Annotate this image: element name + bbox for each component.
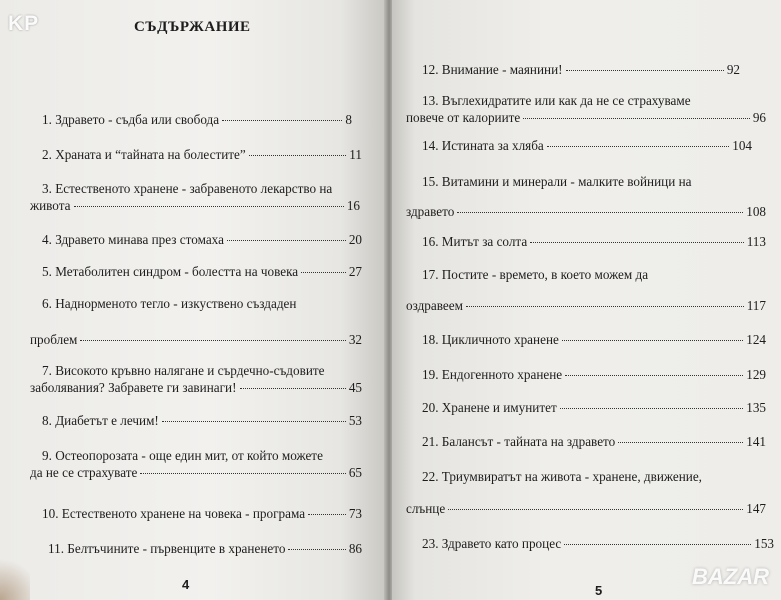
dot-leader — [457, 212, 743, 213]
toc-entry-label: 20. Хранене и имунитет — [422, 400, 557, 415]
toc-page-number: 20 — [348, 232, 362, 247]
dot-leader — [560, 408, 744, 409]
toc-entry-label: 17. Постите - времето, в което можем да — [422, 267, 649, 282]
toc-page-number: 147 — [746, 501, 766, 516]
toc-page-number: 65 — [348, 465, 362, 480]
toc-entry-9 — [42, 448, 362, 464]
dot-leader — [227, 240, 346, 241]
toc-entry-label-continued: да не се страхувате — [30, 465, 138, 480]
toc-page-number: 92 — [726, 62, 740, 77]
toc-page-number: 104 — [732, 138, 752, 153]
page-number-right: 5 — [595, 583, 603, 598]
kp-watermark-logo: KP — [8, 12, 40, 35]
toc-entry-2 — [42, 147, 362, 163]
toc-page-number: 129 — [746, 367, 766, 382]
toc-entry-label: 22. Триумвиратът на живота - хранене, движение, — [422, 469, 702, 484]
toc-entry-22 — [422, 469, 772, 485]
dot-leader — [564, 544, 751, 545]
toc-page-number: 86 — [348, 541, 362, 556]
toc-entry-15 — [422, 174, 762, 190]
toc-entry-18 — [422, 332, 766, 348]
toc-entry-22-line2 — [406, 501, 766, 517]
toc-entry-label: 5. Метаболитен синдром - болестта на човека — [42, 264, 299, 279]
toc-entry-label: 23. Здравето като процес — [422, 536, 562, 551]
dot-leader — [530, 242, 744, 243]
dot-leader — [162, 421, 346, 422]
toc-entry-6-line2 — [30, 332, 362, 348]
toc-page-number: 135 — [746, 400, 766, 415]
toc-entry-10 — [42, 506, 362, 522]
toc-entry-6 — [42, 296, 362, 312]
toc-page-number: 53 — [348, 413, 362, 428]
toc-entry-label: 11. Белтъчините - първенците в храненето — [48, 541, 286, 556]
toc-entry-label-continued: заболявания? Забравете ги завинаги! — [30, 380, 237, 395]
toc-entry-19 — [422, 367, 766, 383]
dot-leader — [466, 306, 744, 307]
toc-page-number: 32 — [348, 332, 362, 347]
toc-entry-23 — [422, 536, 774, 552]
toc-entry-label: 19. Ендогенното хранене — [422, 367, 563, 382]
toc-entry-15-line2 — [406, 204, 766, 220]
right-page — [392, 0, 781, 600]
toc-entry-label: 21. Балансът - тайната на здравето — [422, 434, 616, 449]
toc-entry-label: 12. Внимание - маянини! — [422, 62, 563, 77]
toc-entry-label-continued: слънце — [406, 501, 446, 516]
dot-leader — [547, 146, 729, 147]
brand-watermark-logo: BAZAR — [692, 564, 769, 589]
page-corner-shadow — [0, 550, 30, 600]
toc-page-number: 108 — [746, 204, 766, 219]
toc-entry-label: 10. Естественото хранене на човека - програма — [42, 506, 306, 521]
toc-entry-7 — [42, 363, 362, 379]
toc-page-number: 117 — [746, 298, 766, 313]
toc-page-number: 27 — [348, 264, 362, 279]
dot-leader — [140, 473, 345, 474]
toc-entry-label: 18. Цикличното хранене — [422, 332, 559, 347]
toc-entry-11 — [48, 541, 362, 557]
toc-entry-3 — [42, 181, 362, 197]
dot-leader — [240, 388, 346, 389]
toc-entry-label: 9. Остеопорозата - още един мит, от който можете — [42, 448, 323, 463]
toc-page-number: 16 — [346, 198, 360, 213]
toc-entry-20 — [422, 400, 766, 416]
toc-page-number: 96 — [752, 110, 766, 125]
toc-page-number: 8 — [345, 112, 352, 127]
toc-entry-16 — [422, 234, 766, 250]
toc-entry-17-line2 — [406, 298, 766, 314]
toc-entry-label-continued: оздравеем — [406, 298, 463, 313]
toc-entry-label: 8. Диабетът е лечим! — [42, 413, 159, 428]
dot-leader — [523, 118, 750, 119]
toc-entry-21 — [422, 434, 766, 450]
toc-entry-13-line2 — [406, 110, 766, 126]
toc-entry-14 — [422, 138, 752, 154]
toc-entry-label: 16. Митът за солта — [422, 234, 528, 249]
toc-entry-8 — [42, 413, 362, 429]
left-page — [0, 0, 386, 600]
dot-leader — [566, 70, 724, 71]
page-number-left: 4 — [182, 577, 190, 592]
toc-entry-label: 2. Храната и “тайната на болестите” — [42, 147, 246, 162]
dot-leader — [249, 155, 347, 156]
toc-page-number: 113 — [746, 234, 766, 249]
dot-leader — [618, 442, 743, 443]
toc-entry-label: 7. Високото кръвно налягане и сърдечно-съдовите — [42, 363, 325, 378]
page-title: СЪДЪРЖАНИЕ — [134, 19, 251, 35]
toc-entry-label-continued: здравето — [406, 204, 455, 219]
toc-entry-label-continued: проблем — [30, 332, 78, 347]
dot-leader — [301, 272, 346, 273]
toc-page-number: 73 — [348, 506, 362, 521]
toc-page-number: 11 — [349, 147, 362, 162]
toc-entry-label: 4. Здравето минава през стомаха — [42, 232, 224, 247]
toc-page-number: 45 — [348, 380, 362, 395]
toc-entry-13 — [422, 93, 752, 109]
toc-entry-7-line2 — [30, 380, 362, 396]
toc-entry-1 — [42, 112, 352, 128]
dot-leader — [562, 340, 743, 341]
toc-entry-label: 3. Естественото хранене - забравеното лекарство на — [42, 181, 333, 196]
dot-leader — [80, 340, 345, 341]
toc-entry-3-line2 — [30, 198, 360, 214]
toc-entry-label: 6. Наднорменото тегло - изкуствено създаден — [42, 296, 297, 311]
toc-entry-label: 15. Витамини и минерали - малките войници на — [422, 174, 692, 189]
toc-page-number: 153 — [754, 536, 774, 551]
dot-leader — [565, 375, 743, 376]
toc-entry-label: 14. Истината за хляба — [422, 138, 544, 153]
dot-leader — [222, 120, 342, 121]
toc-entry-label: 13. Въглехидратите или как да не се страхуваме — [422, 93, 691, 108]
dot-leader — [74, 206, 344, 207]
dot-leader — [308, 514, 346, 515]
toc-entry-label: 1. Здравето - съдба или свобода — [42, 112, 220, 127]
toc-page-number: 124 — [746, 332, 766, 347]
toc-entry-5 — [42, 264, 362, 280]
dot-leader — [288, 549, 345, 550]
toc-page-number: 141 — [746, 434, 766, 449]
toc-entry-label-continued: повече от калориите — [406, 110, 521, 125]
toc-entry-12 — [422, 62, 740, 78]
dot-leader — [448, 509, 743, 510]
toc-entry-9-line2 — [30, 465, 362, 481]
toc-entry-4 — [42, 232, 362, 248]
toc-entry-label-continued: живота — [30, 198, 71, 213]
toc-entry-17 — [422, 267, 762, 283]
